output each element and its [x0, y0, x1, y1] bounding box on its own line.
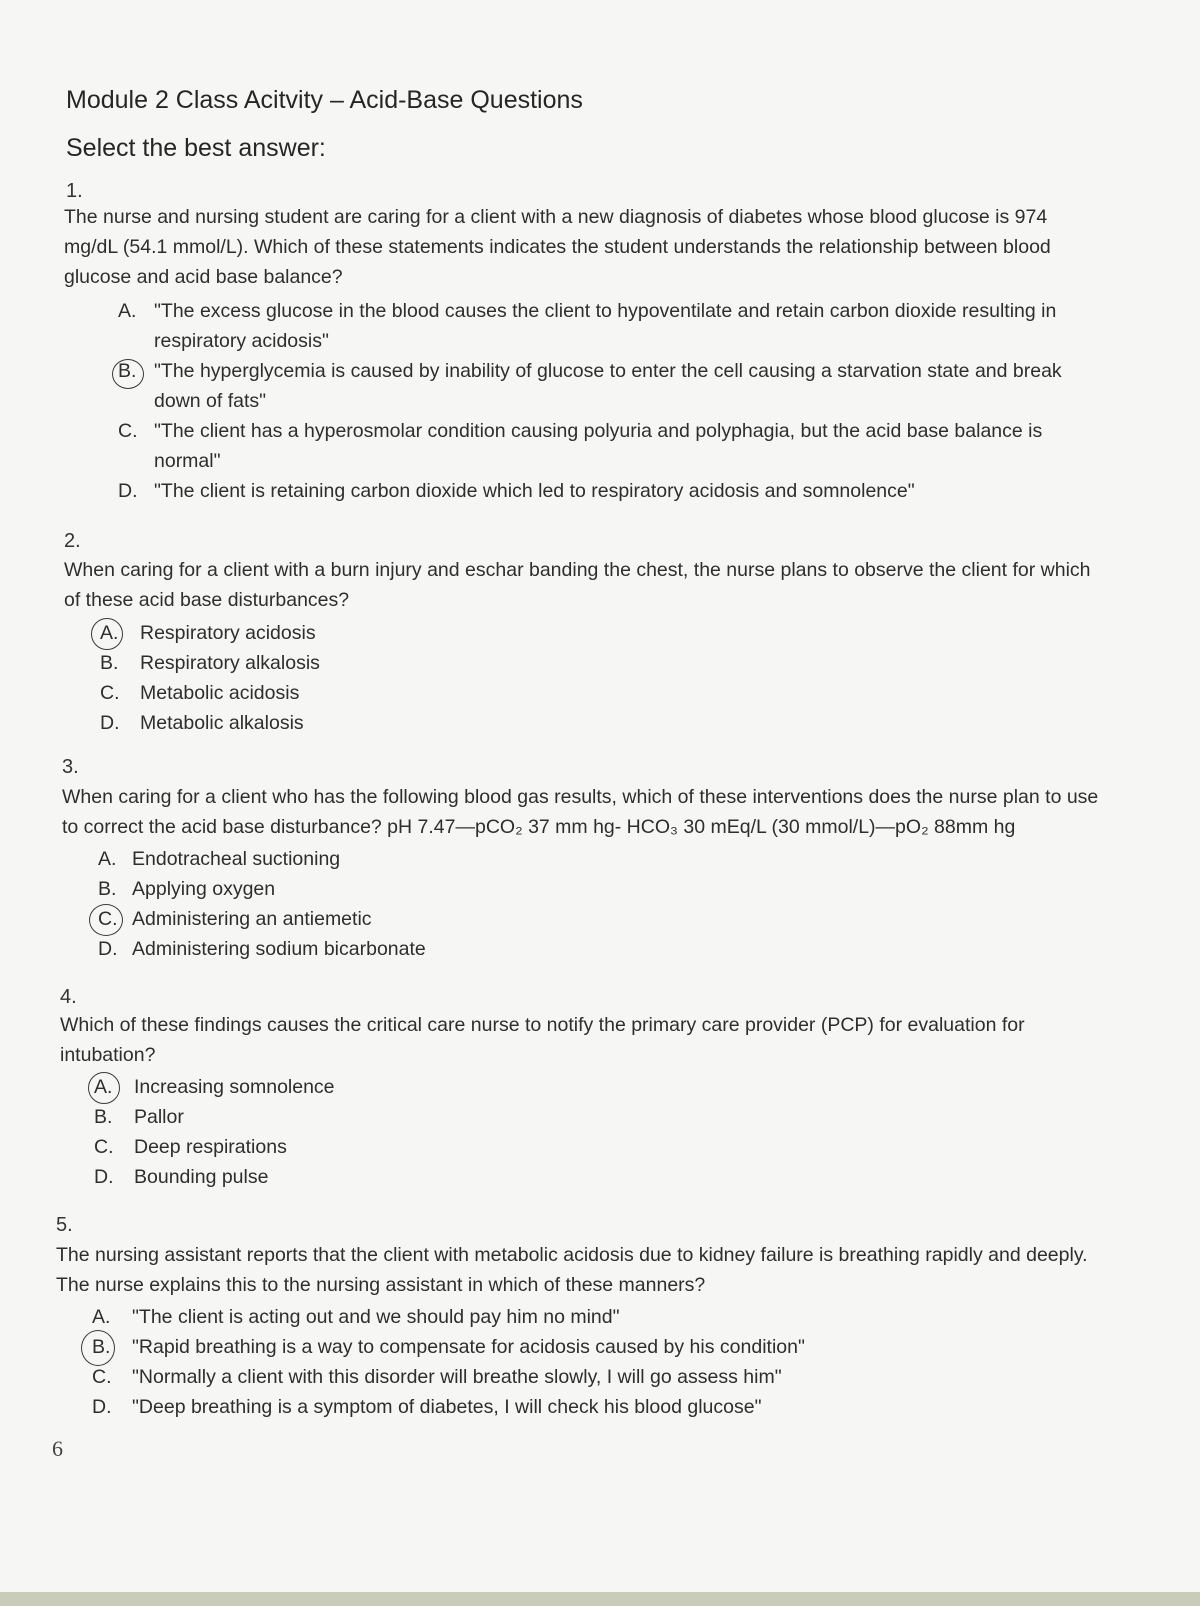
answer-circle-mark [91, 618, 123, 650]
option-letter: A. [92, 1306, 111, 1328]
option-text-line: normal" [154, 450, 221, 472]
question-4-stem-line: Which of these findings causes the critical care nurse to notify the primary care provider (PCP) for evaluation for [60, 1014, 1025, 1036]
question-2-stem-line: of these acid base disturbances? [64, 589, 350, 611]
option-letter: D. [92, 1396, 112, 1418]
option-letter: B. [92, 1336, 111, 1358]
question-2-stem-line: When caring for a client with a burn injury and eschar banding the chest, the nurse plans to observe the client for which [64, 559, 1091, 581]
question-5-stem-line: The nurse explains this to the nursing assistant in which of these manners? [56, 1274, 706, 1296]
question-1-stem [64, 202, 1051, 292]
option-letter: C. [100, 682, 120, 704]
option-text-line: "The client is retaining carbon dioxide which led to respiratory acidosis and somnolence" [154, 480, 915, 502]
option-text-line: Metabolic alkalosis [140, 712, 304, 734]
option-text-line: "The excess glucose in the blood causes the client to hypoventilate and retain carbon dioxide resulting in [154, 300, 1057, 322]
question-1-stem-line: glucose and acid base balance? [64, 266, 343, 288]
option-text-line: Applying oxygen [132, 878, 276, 900]
question-5-number: 5. [56, 1214, 73, 1236]
option-letter: C. [92, 1366, 112, 1388]
option-text-line: Respiratory alkalosis [140, 652, 320, 674]
option-text-line: Endotracheal suctioning [132, 848, 341, 870]
option-text-line: Pallor [134, 1106, 184, 1128]
answer-circle-mark [89, 904, 123, 936]
question-4-stem [60, 1010, 1025, 1070]
option-letter: A. [98, 848, 117, 870]
question-3-stem [62, 782, 1098, 842]
question-3-stem-line: When caring for a client who has the following blood gas results, which of these interventions does the nurse plan to use [62, 786, 1099, 808]
option-letter: A. [94, 1076, 113, 1098]
question-5-stem [56, 1240, 1088, 1300]
question-1-stem-line: mg/dL (54.1 mmol/L). Which of these statements indicates the student understands the relationship between blood [64, 236, 1051, 258]
option-letter: C. [98, 908, 118, 930]
question-2-number: 2. [64, 530, 81, 552]
question-2-stem [64, 555, 1091, 615]
option-letter: C. [118, 420, 138, 442]
answer-circle-mark [88, 1072, 120, 1104]
option-letter: A. [118, 300, 137, 322]
option-letter: D. [94, 1166, 114, 1188]
question-1-stem-line: The nurse and nursing student are caring for a client with a new diagnosis of diabetes whose blood glucose is 974 [64, 206, 1048, 228]
option-text-line: "Deep breathing is a symptom of diabetes, I will check his blood glucose" [132, 1396, 762, 1418]
option-letter: D. [98, 938, 118, 960]
question-5-stem-line: The nursing assistant reports that the client with metabolic acidosis due to kidney failure is breathing rapidly and deeply. [56, 1244, 1088, 1266]
answer-circle-mark [112, 359, 144, 389]
option-text-line: Increasing somnolence [134, 1076, 335, 1098]
answer-circle-mark [81, 1330, 115, 1366]
option-text-line: Administering an antiemetic [132, 908, 372, 930]
option-letter: B. [94, 1106, 113, 1128]
question-3-stem-line: to correct the acid base disturbance? pH 7.47—pCO₂ 37 mm hg- HCO₃ 30 mEq/L (30 mmol/L)—pO₂ 88mm hg [62, 816, 1016, 838]
question-3-number: 3. [62, 756, 79, 778]
option-text-line: Deep respirations [134, 1136, 287, 1158]
option-text-line: "Rapid breathing is a way to compensate for acidosis caused by his condition" [132, 1336, 805, 1358]
option-text-line: "The client has a hyperosmolar condition causing polyuria and polyphagia, but the acid base balance is [154, 420, 1043, 442]
option-letter: D. [118, 480, 138, 502]
option-letter: C. [94, 1136, 114, 1158]
question-1-number: 1. [66, 180, 83, 202]
option-text-line: "The client is acting out and we should pay him no mind" [132, 1306, 620, 1328]
option-text-line: "Normally a client with this disorder will breathe slowly, I will go assess him" [132, 1366, 782, 1388]
question-4-number: 4. [60, 986, 77, 1008]
page-number: 6 [52, 1436, 63, 1461]
question-4-stem-line: intubation? [60, 1044, 156, 1066]
option-text-line: Metabolic acidosis [140, 682, 300, 704]
option-letter: B. [98, 878, 117, 900]
option-text-line: Bounding pulse [134, 1166, 269, 1188]
option-text-line: Respiratory acidosis [140, 622, 316, 644]
option-letter: B. [118, 360, 137, 382]
option-text-line: "The hyperglycemia is caused by inability of glucose to enter the cell causing a starvation state and break [154, 360, 1062, 382]
option-text-line: Administering sodium bicarbonate [132, 938, 426, 960]
option-letter: B. [100, 652, 119, 674]
option-letter: D. [100, 712, 120, 734]
instruction-text: Select the best answer: [66, 134, 326, 162]
page-title: Module 2 Class Acitvity – Acid-Base Questions [66, 86, 583, 114]
option-text-line: down of fats" [154, 390, 267, 412]
option-letter: A. [100, 622, 119, 644]
option-text-line: respiratory acidosis" [154, 330, 329, 352]
scan-bottom-edge [0, 1592, 1200, 1606]
